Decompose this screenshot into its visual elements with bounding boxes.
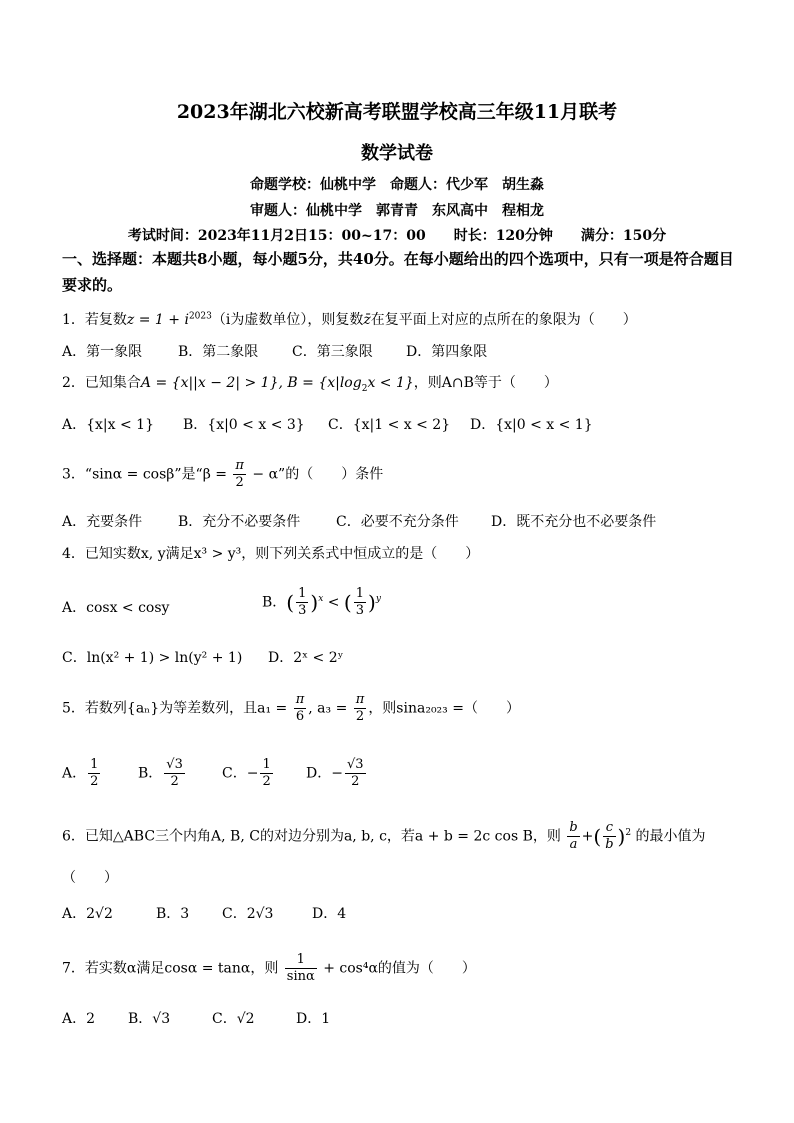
q3-option-a: A．充要条件 (62, 514, 143, 530)
q7-f-num: 1 (285, 952, 317, 969)
q4-b-den-right: 3 (355, 603, 365, 618)
q5-f1-num: π (295, 692, 305, 707)
q5-f2-num: π (355, 692, 365, 707)
q1-prefix: 1．若复数 (62, 312, 127, 328)
q5-option-a (62, 757, 102, 790)
q7-option-a: A．2 (62, 1011, 96, 1027)
exam-title: 2023年湖北六校新高考联盟学校高三年级11月联考 (176, 101, 618, 123)
q4-option-b: B．( $\frac{1}{3}$ )$^x$ < ( $\frac{1}{3}$ )$^y$ (262, 586, 381, 618)
q1-mid: （i为虚数单位），则复数 (211, 312, 364, 328)
q5-c-frac (260, 757, 272, 790)
q4-b-exp-x: x (318, 593, 324, 604)
exam-authors: 命题学校：仙桃中学 命题人：代少军 胡生淼 (250, 177, 544, 193)
q1-option-c: C．第三象限 (292, 344, 373, 360)
q2-option-b: B．{x|0 < x < 3} (183, 417, 305, 433)
q5-f2-den: 2 (355, 709, 365, 724)
q5-d-den: 2 (351, 774, 360, 789)
q2-set-b: x < 1} (367, 375, 414, 391)
q4-option-d: D．2ˣ < 2ʸ (268, 650, 344, 666)
q4-option-a: A．cosx < cosy (62, 600, 170, 616)
q6-option-a: A．2√2 (62, 906, 113, 922)
q6-f1-num: b (569, 820, 578, 835)
q6-suffix: 的最小值为 (635, 828, 706, 845)
q4-b-label: B． (262, 594, 287, 611)
q5-c-num: 1 (262, 757, 271, 772)
section-heading: 一、选择题：本题共8小题，每小题5分，共40分。在每小题给出的四个选项中，只有一项是符合题目要求的。 (62, 250, 734, 294)
q3-frac-den: 2 (235, 475, 244, 490)
q4-b-den-left: 3 (298, 603, 307, 618)
q5-a-num: 1 (90, 757, 99, 772)
q4-b-frac-right (354, 586, 366, 619)
q5-a-den: 2 (90, 774, 99, 789)
q3-option-d: D．既不充分也不必要条件 (491, 514, 657, 530)
q7-prefix: 7．若实数α满足cosα = tanα，则 (62, 960, 279, 977)
q2-option-c: C．{x|1 < x < 2} (328, 417, 451, 433)
q3-fraction (233, 458, 246, 491)
q5-c-label: C．− (222, 765, 259, 782)
question-5 (62, 692, 520, 725)
q1-option-b: B．第二象限 (178, 344, 259, 360)
q1-suffix: 在复平面上对应的点所在的象限为（ ） (370, 312, 637, 328)
q5-b-frac (164, 757, 185, 790)
q6-paren: （ ） (62, 870, 118, 886)
q5-mid: , a₃ = (308, 700, 348, 717)
question-1 (62, 309, 637, 329)
q6-exp: 2 (625, 827, 632, 838)
q6-option-b: B．3 (156, 906, 190, 922)
q5-d-num: √3 (346, 757, 364, 772)
q6-frac-2 (603, 820, 615, 853)
q7-suffix: + cos⁴α的值为（ ） (323, 960, 476, 977)
q6-f2-num: c (603, 820, 615, 837)
q1-option-a: A．第一象限 (62, 344, 143, 360)
q6-plus: + (581, 828, 594, 845)
q5-option-c (222, 757, 275, 790)
q5-a-frac (88, 757, 100, 790)
q1-conj: z̄ (363, 312, 371, 328)
q2-suffix: ，则A∩B等于（ ） (413, 375, 558, 391)
q5-b-den: 2 (170, 774, 179, 789)
q5-d-frac (345, 757, 366, 790)
q7-f-den: sinα (286, 969, 315, 984)
q5-frac-2 (354, 692, 367, 725)
q5-suffix: ，则sina₂₀₂₃ =（ ） (368, 700, 520, 717)
question-6: 6．已知△ABC三个内角A, B, C的对边分别为a, b, c，若a + b = 2c cos B，则 $\frac{b}{a}$ +( $\frac{c}{b}$ )$^2$ 的最小值为 (62, 820, 706, 852)
q3-option-b: B．充分不必要条件 (178, 514, 301, 530)
q7-option-d: D．1 (296, 1011, 331, 1027)
q6-prefix: 6．已知△ABC三个内角A, B, C的对边分别为a, b, c，若a + b = 2c cos B，则 (62, 828, 561, 845)
q7-frac (285, 952, 317, 985)
q1-exponent: 2023 (188, 311, 212, 322)
q2-option-a: A．{x|x < 1} (62, 417, 154, 433)
q2-prefix: 2．已知集合 (62, 375, 141, 391)
q2-set-a: A = {x||x − 2| > 1}, B = {x|log (140, 375, 362, 391)
exam-reviewers: 审题人：仙桃中学 郭青青 东风高中 程相龙 (250, 203, 544, 219)
exam-subtitle: 数学试卷 (361, 143, 433, 164)
q1-expr: z = 1 + i (126, 312, 189, 328)
q5-b-label: B． (138, 765, 163, 782)
q6-f2-den: b (605, 837, 614, 852)
question-4: 4．已知实数x, y满足x³ > y³，则下列关系式中恒成立的是（ ） (62, 546, 480, 562)
q6-option-c: C．2√3 (222, 906, 274, 922)
q6-option-d: D．4 (312, 906, 347, 922)
question-3 (62, 458, 383, 491)
q5-d-label: D．− (306, 765, 343, 782)
question-2 (62, 372, 558, 394)
q3-option-c: C．必要不充分条件 (336, 514, 459, 530)
q2-log-base: 2 (361, 383, 368, 394)
q3-frac-num: π (235, 458, 244, 473)
q4-option-c: C．ln(x² + 1) > ln(y² + 1) (62, 650, 243, 666)
q4-b-num-left: 1 (298, 586, 307, 601)
q2-option-d: D．{x|0 < x < 1} (470, 417, 593, 433)
q5-b-num: √3 (166, 757, 183, 772)
q4-b-exp-y: y (375, 593, 381, 604)
q5-option-b (138, 757, 187, 790)
q7-option-c: C．√2 (212, 1011, 255, 1027)
exam-time-info: 考试时间：2023年11月2日15：00~17：00 时长：120分钟 满分：150分 (127, 228, 667, 244)
q7-option-b: B．√3 (128, 1011, 171, 1027)
q5-option-d (306, 757, 368, 790)
q1-option-d: D．第四象限 (406, 344, 488, 360)
q6-f1-den: a (569, 837, 578, 852)
q6-frac-1 (567, 820, 579, 853)
q3-suffix: − α”的（ ）条件 (252, 466, 384, 483)
q5-frac-1 (294, 692, 307, 725)
q5-prefix: 5．若数列{aₙ}为等差数列，且a₁ = (62, 700, 288, 717)
q4-b-num-right: 1 (355, 586, 365, 601)
q5-c-den: 2 (262, 774, 271, 789)
question-7 (62, 952, 476, 985)
q4-b-frac-left (296, 586, 308, 619)
q5-a-label: A． (62, 765, 87, 782)
q3-prefix: 3．“sinα = cosβ”是“β = (62, 466, 227, 483)
q5-f1-den: 6 (295, 709, 305, 724)
